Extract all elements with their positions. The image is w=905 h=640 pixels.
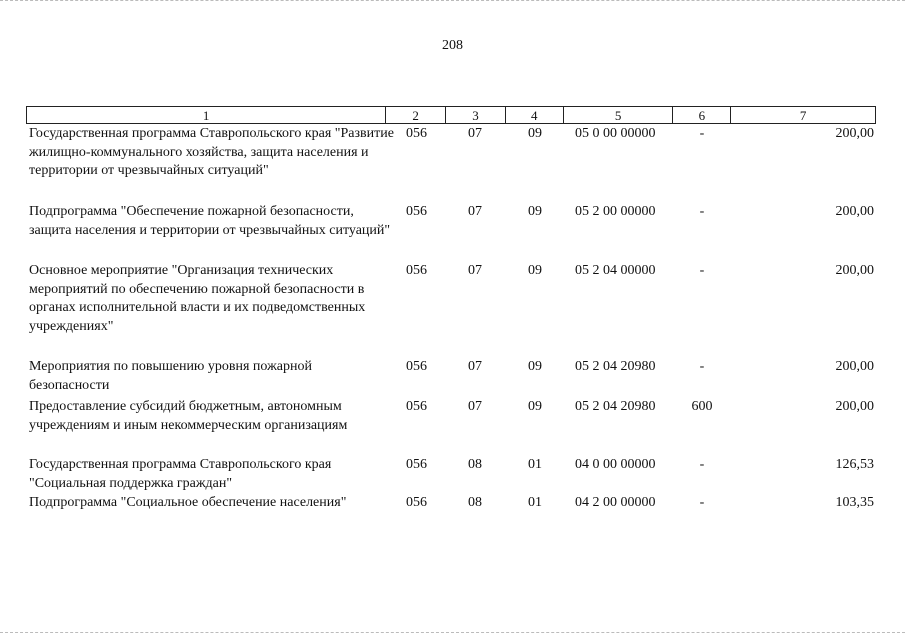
header-col-6: 6 xyxy=(673,107,731,123)
row-col-2: 056 xyxy=(406,359,427,374)
row-col-5: 05 2 04 20980 xyxy=(575,359,656,374)
scan-edge-top xyxy=(0,0,905,2)
row-col-2: 056 xyxy=(406,126,427,141)
row-col-5: 05 2 04 20980 xyxy=(575,399,656,414)
row-col-4: 09 xyxy=(528,399,542,414)
row-col-6: - xyxy=(699,263,705,278)
row-col-3: 08 xyxy=(468,495,482,510)
row-name: Основное мероприятие "Организация технических мероприятий по обеспечению пожарной безопасности в органах исполнительной власти и их подведомственных учреждениях" xyxy=(29,263,366,334)
row-col-3: 07 xyxy=(468,359,482,374)
row-col-7: 200,00 xyxy=(835,204,874,219)
row-col-7: 126,53 xyxy=(835,457,874,472)
row-col-3: 07 xyxy=(468,126,482,141)
row-col-4: 09 xyxy=(528,126,542,141)
row-col-2: 056 xyxy=(406,204,427,219)
row-col-3: 07 xyxy=(468,263,482,278)
row-col-5: 05 2 04 00000 xyxy=(575,263,656,278)
row-col-2: 056 xyxy=(406,457,427,472)
row-col-7: 103,35 xyxy=(835,495,874,510)
row-col-5: 04 2 00 00000 xyxy=(575,495,656,510)
row-name: Государственная программа Ставропольского края "Развитие жилищно-коммунального хозяйства, защита населения и территории от чрезвычайных ситуаций" xyxy=(29,126,394,178)
row-col-4: 01 xyxy=(528,495,542,510)
row-col-6: - xyxy=(699,359,705,374)
row-name: Предоставление субсидий бюджетным, автономным учреждениям и иным некоммерческим организациям xyxy=(29,399,348,433)
row-col-7: 200,00 xyxy=(835,126,874,141)
row-col-4: 09 xyxy=(528,359,542,374)
row-col-2: 056 xyxy=(406,399,427,414)
header-col-7: 7 xyxy=(799,107,807,123)
row-col-4: 09 xyxy=(528,263,542,278)
row-col-2: 056 xyxy=(406,495,427,510)
row-col-7: 200,00 xyxy=(835,359,874,374)
page-number: 208 xyxy=(442,38,463,53)
row-col-5: 05 2 00 00000 xyxy=(575,204,656,219)
row-col-3: 07 xyxy=(468,399,482,414)
row-col-6: - xyxy=(699,495,705,510)
row-col-3: 07 xyxy=(468,204,482,219)
row-col-7: 200,00 xyxy=(835,399,874,414)
table-header xyxy=(26,106,876,124)
row-name: Подпрограмма "Социальное обеспечение населения" xyxy=(29,495,347,510)
row-col-6: - xyxy=(699,204,705,219)
row-col-5: 04 0 00 00000 xyxy=(575,457,656,472)
row-col-4: 09 xyxy=(528,204,542,219)
header-col-5: 5 xyxy=(564,107,674,123)
row-col-5: 05 0 00 00000 xyxy=(575,126,656,141)
row-col-6: - xyxy=(699,126,705,141)
row-name: Подпрограмма "Обеспечение пожарной безопасности, защита населения и территории от чрезвычайных ситуаций" xyxy=(29,204,391,238)
header-col-3: 3 xyxy=(446,107,506,123)
row-name: Государственная программа Ставропольского края "Социальная поддержка граждан" xyxy=(29,457,332,491)
header-col-1: 1 xyxy=(27,107,386,123)
row-col-6: 600 xyxy=(691,399,713,414)
row-name: Мероприятия по повышению уровня пожарной безопасности xyxy=(29,359,312,393)
row-col-4: 01 xyxy=(528,457,542,472)
row-col-3: 08 xyxy=(468,457,482,472)
row-col-7: 200,00 xyxy=(835,263,874,278)
scan-edge-bottom xyxy=(0,632,905,634)
header-col-2: 2 xyxy=(386,107,446,123)
header-col-4: 4 xyxy=(506,107,564,123)
row-col-2: 056 xyxy=(406,263,427,278)
row-col-6: - xyxy=(699,457,705,472)
